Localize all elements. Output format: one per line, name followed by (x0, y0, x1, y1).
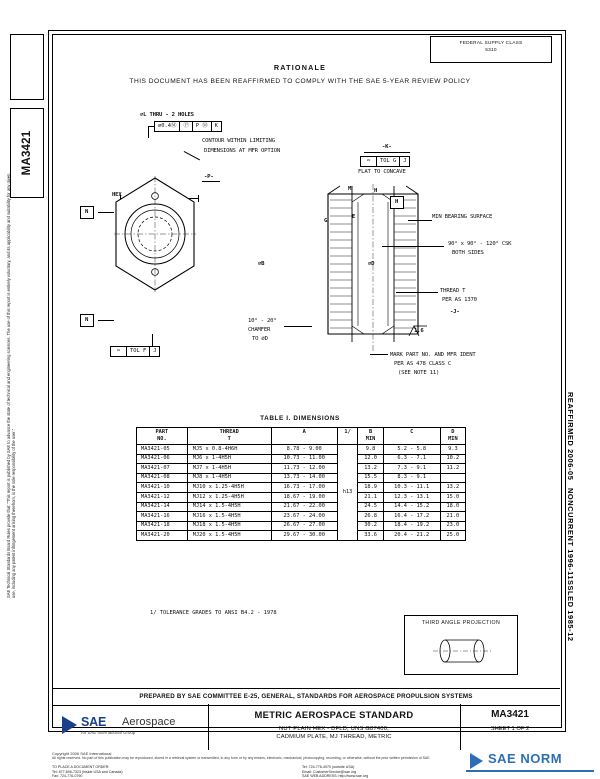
cell-d: 25.0 (440, 531, 465, 541)
table-row (137, 492, 466, 502)
cell-a: 18.67 - 19.00 (271, 492, 337, 502)
dim-diameter-b-label: ⌀B (258, 261, 265, 267)
footer-contact-left (52, 765, 302, 779)
cell-thread: MJ10 x 1.25-4H5H (187, 483, 271, 493)
col-thread: THREAD T (187, 428, 271, 445)
cell-d: 11.2 (440, 464, 465, 474)
contour-note-1: CONTOUR WITHIN LIMITING (202, 138, 275, 144)
cell-a: 16.73 - 17.00 (271, 483, 337, 493)
leader-line (382, 246, 444, 247)
table-row (137, 454, 466, 464)
leader-line (284, 326, 312, 327)
dim-h-box: H (390, 196, 404, 209)
cell-part: MA3421-05 (137, 445, 188, 455)
standard-title: METRIC AEROSPACE STANDARD (254, 709, 414, 720)
tol-g-frame: ⌓ TOL G J (360, 156, 410, 167)
thread-callout-1: THREAD T (440, 288, 466, 294)
tel-1: Tel: 877-606-7323 (inside USA and Canada) (52, 769, 123, 774)
engineering-drawing (52, 96, 560, 416)
watermark-bar (466, 770, 594, 772)
email: Email: CustomerService@sae.org (302, 769, 357, 774)
cell-a: 10.73 - 11.00 (271, 454, 337, 464)
cell-part: MA3421-14 (137, 502, 188, 512)
cell-part: MA3421-20 (137, 531, 188, 541)
dimensions-table (136, 427, 466, 541)
table-row (137, 512, 466, 522)
table-row (137, 531, 466, 541)
sae-tagline: An SAE International Group (81, 730, 136, 735)
projection-label: THIRD ANGLE PROJECTION (421, 620, 501, 626)
cell-b: 12.0 (358, 454, 383, 464)
cell-part: MA3421-08 (137, 473, 188, 483)
cell-a: 29.67 - 30.00 (271, 531, 337, 541)
table-row (137, 521, 466, 531)
col-tol: 1/ (337, 428, 358, 445)
cell-c: 8.3 - 9.1 (383, 473, 440, 483)
dim-n-box-top: N (80, 206, 94, 219)
sae-triangle-icon (62, 716, 77, 734)
cell-b: 33.6 (358, 531, 383, 541)
leader-line (396, 292, 438, 293)
copyright-line: Copyright 2006 SAE International (52, 751, 112, 756)
cell-b: 18.9 (358, 483, 383, 493)
cell-b: 21.1 (358, 492, 383, 502)
standard-subtitle (208, 725, 460, 741)
leader-line (408, 220, 432, 221)
cell-c: 7.3 - 9.1 (383, 464, 440, 474)
thread-callout-2: PER AS 1370 (442, 297, 477, 303)
cell-part: MA3421-10 (137, 483, 188, 493)
web-address: SAE WEB ADDRESS: http://www.sae.org (302, 774, 369, 779)
cell-thread: MJ20 x 1.5-4H5H (187, 531, 271, 541)
sae-logo (62, 714, 200, 740)
cell-part: MA3421-18 (137, 521, 188, 531)
cell-a: 21.67 - 22.00 (271, 502, 337, 512)
watermark-triangle-icon (470, 753, 483, 769)
cell-b: 13.2 (358, 464, 383, 474)
csk-note-1: 90° x 90° - 120° CSK (448, 241, 512, 247)
cell-d: 21.0 (440, 512, 465, 522)
datum-k-label: -K- (382, 144, 392, 150)
datum-k-line (364, 152, 410, 153)
leader-line (370, 354, 388, 355)
cell-d (440, 473, 465, 483)
table-footnote: 1/ TOLERANCE GRADES TO ANSI B4.2 - 1978 (150, 610, 277, 616)
surface-finish-label: 1.6 (414, 328, 424, 334)
title-block-divider (460, 727, 560, 728)
leader-line (184, 151, 200, 160)
table-row (137, 483, 466, 493)
cell-b: 24.5 (358, 502, 383, 512)
table-header-row (137, 428, 466, 445)
status-noncurrent: NONCURRENT 1996-11 (566, 488, 575, 581)
cell-thread: MJ8 x 1-4H5H (187, 473, 271, 483)
marking-note-1: MARK PART NO. AND MFR IDENT (390, 352, 476, 358)
tel-2: Tel: 724-776-4970 (outside USA) (302, 765, 355, 769)
position-tolerance-frame: ⌀0.4Ⓜ Ⓟ P Ⓜ K (154, 121, 222, 132)
left-margin-legal-note: SAE Technical Standards Board Rules provide that: “This report is published by SAE to advance the state of technical and engineering sciences. The use of this report is entirely voluntary, and its applicability and suitability for any given use, including any patent infringement arising therefrom, is the sole responsibility of the user.” (6, 173, 17, 598)
chamfer-note-1: 10° - 20° (248, 318, 277, 324)
cell-b: 9.8 (358, 445, 383, 455)
federal-supply-class-box: FEDERAL SUPPLY CLASS 5310 (430, 36, 552, 63)
cell-c: 20.4 - 21.2 (383, 531, 440, 541)
chamfer-note-3: TO ⌀D (252, 336, 268, 342)
cell-a: 13.73 - 14.00 (271, 473, 337, 483)
chamfer-note-2: CHAMFER (248, 327, 271, 333)
dim-g-label: G (324, 218, 328, 224)
cell-thread: MJ6 x 1-4H5H (187, 454, 271, 464)
cell-b: 15.5 (358, 473, 383, 483)
col-d: D MIN (440, 428, 465, 445)
table-row (137, 502, 466, 512)
standard-subtitle-line2: CADMIUM PLATE, MJ THREAD, METRIC (276, 734, 392, 740)
cell-b: 26.8 (358, 512, 383, 522)
cell-tolerance-grade: h13 (337, 445, 358, 541)
csk-note-2: BOTH SIDES (452, 250, 484, 256)
hex-nut-front-view (112, 174, 198, 294)
dim-ext (198, 195, 199, 202)
dim-e-label: E (352, 214, 356, 220)
leader-line (152, 334, 153, 346)
cell-thread: MJ12 x 1.25-4H5H (187, 492, 271, 502)
cell-d: 13.2 (440, 483, 465, 493)
title-block-title-cell (208, 704, 461, 750)
datum-p-line (202, 181, 220, 182)
cell-thread: MJ5 x 0.8-4H6H (187, 445, 271, 455)
cell-d: 9.3 (440, 445, 465, 455)
leader-line (98, 320, 114, 321)
cell-c: 18.4 - 19.2 (383, 521, 440, 531)
dim-n-box-bottom: N (80, 314, 94, 327)
hex-label: HEX (112, 192, 122, 198)
cell-c: 5.2 - 5.8 (383, 445, 440, 455)
col-c: C (383, 428, 440, 445)
cell-c: 10.3 - 11.1 (383, 483, 440, 493)
col-a: A (271, 428, 337, 445)
cell-d: 10.2 (440, 454, 465, 464)
surface-finish-symbol (407, 324, 429, 338)
watermark-text: SAE NORM (488, 751, 563, 766)
cell-thread: MJ7 x 1-4H5H (187, 464, 271, 474)
cell-thread: MJ18 x 1.5-4H5H (187, 521, 271, 531)
flat-to-concave-note: FLAT TO CONCAVE (358, 169, 406, 175)
col-b: B MIN (358, 428, 383, 445)
marking-note-3: (SEE NOTE 11) (398, 370, 440, 376)
cell-d: 15.0 (440, 492, 465, 502)
datum-p-label: -P- (204, 174, 214, 180)
document-number-tab-label: MA3421 (21, 130, 33, 176)
status-ssled: SSLED 1985-12 (566, 580, 575, 642)
cell-part: MA3421-06 (137, 454, 188, 464)
cell-thread: MJ16 x 1.5-4H5H (187, 512, 271, 522)
projection-symbol-box (404, 615, 518, 675)
cell-d: 23.0 (440, 521, 465, 531)
status-reaffirmed: REAFFIRMED 2006-05 (566, 392, 575, 481)
third-angle-projection-icon (427, 634, 497, 668)
tol-f-frame: ⌓ TOL F J (110, 346, 160, 357)
table-row (137, 445, 466, 455)
fax: Fax: 724-776-0790 (52, 774, 83, 779)
min-bearing-surface-note: MIN BEARING SURFACE (432, 214, 493, 220)
title-block-logo-cell (52, 704, 209, 750)
marking-note-2: PER AS 478 CLASS C (394, 361, 452, 367)
sae-aerospace-word: Aerospace (122, 716, 176, 728)
table-row (137, 473, 466, 483)
table-body (137, 445, 466, 541)
cell-a: 11.73 - 12.00 (271, 464, 337, 474)
dim-h-label: H (374, 188, 378, 194)
sae-norm-watermark (466, 750, 594, 772)
contour-note-2: DIMENSIONS AT MFR OPTION (204, 148, 281, 154)
cell-a: 23.67 - 24.00 (271, 512, 337, 522)
dim-diameter-d-label: ⌀D (368, 261, 375, 267)
cell-c: 14.4 - 15.2 (383, 502, 440, 512)
cell-c: 12.3 - 13.1 (383, 492, 440, 502)
leader-line (148, 126, 154, 127)
dim-m-label: M (348, 186, 352, 192)
legal-line: All rights reserved. No part of this publication may be reproduced, stored in a retrieval system or transmitted, in any form or by any means, electronic, mechanical, photocopying, recording, or otherwise, without the prior written permission of SAE. (52, 756, 431, 761)
order-label: TO PLACE A DOCUMENT ORDER: (52, 765, 110, 769)
document-number: MA3421 (491, 709, 529, 720)
leader-line (98, 212, 114, 213)
prepared-by-bar: PREPARED BY SAE COMMITTEE E-25, GENERAL, STANDARDS FOR AEROSPACE PROPULSION SYSTEMS (52, 688, 560, 706)
standard-subtitle-line1: NUT PLAIN HEX - DFLD, UNS G87400, (279, 726, 389, 732)
cell-thread: MJ14 x 1.5-4H5H (187, 502, 271, 512)
rationale-text: THIS DOCUMENT HAS BEEN REAFFIRMED TO COMPLY WITH THE SAE 5-YEAR REVIEW POLICY (129, 78, 471, 85)
table-row (137, 464, 466, 474)
leader-line (148, 126, 149, 138)
cell-d: 18.0 (440, 502, 465, 512)
table-title: TABLE I. DIMENSIONS (260, 415, 340, 422)
sae-wordmark: SAE (81, 715, 107, 729)
cell-a: 26.67 - 27.00 (271, 521, 337, 531)
cell-part: MA3421-16 (137, 512, 188, 522)
cell-part: MA3421-07 (137, 464, 188, 474)
sheet-number: SHEET 1 OF 2 (490, 726, 530, 732)
cell-c: 6.3 - 7.1 (383, 454, 440, 464)
cell-c: 16.4 - 17.2 (383, 512, 440, 522)
cell-b: 30.2 (358, 521, 383, 531)
title-block (52, 704, 560, 750)
hole-callout-label: ⌀L THRU - 2 HOLES (140, 112, 194, 118)
cell-part: MA3421-12 (137, 492, 188, 502)
col-part-no: PART NO. (137, 428, 188, 445)
rationale-heading: RATIONALE (273, 63, 327, 72)
datum-j-label: -J- (450, 309, 460, 315)
cell-a: 8.78 - 9.00 (271, 445, 337, 455)
